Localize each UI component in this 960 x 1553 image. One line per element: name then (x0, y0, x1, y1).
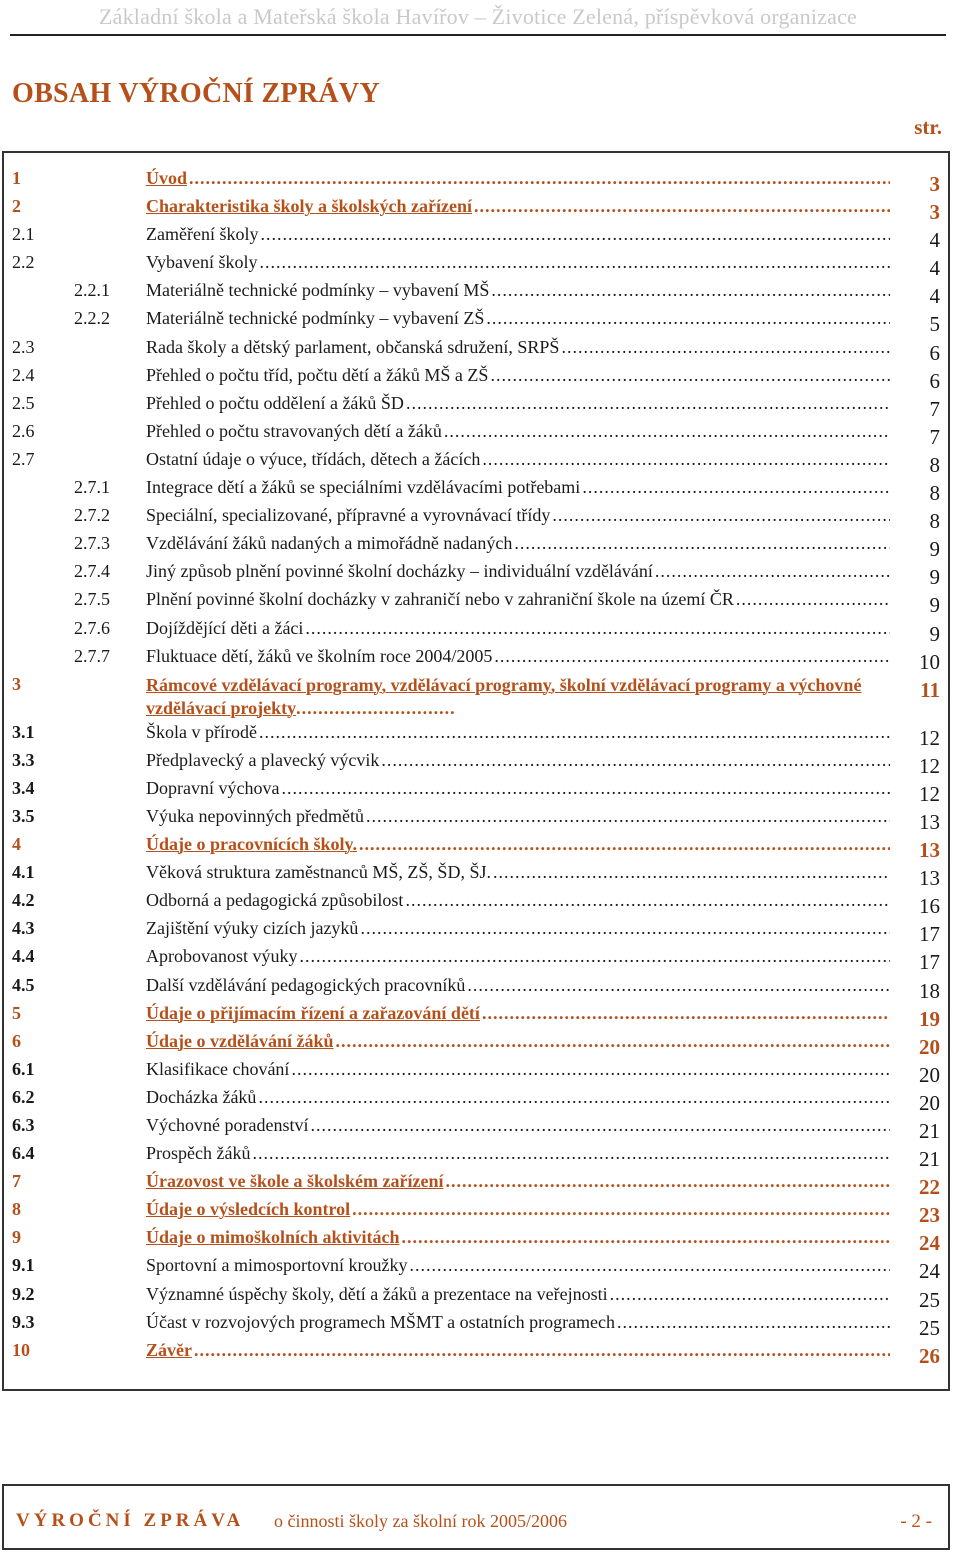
toc-entry[interactable] (2, 999, 950, 1031)
toc-entry-title (146, 280, 890, 301)
toc-entry-title-text: Odborná a pedagogická způsobilost (146, 890, 404, 911)
toc-entry[interactable] (2, 1139, 950, 1172)
leader-dots (482, 449, 890, 470)
toc-entry[interactable] (2, 1111, 950, 1143)
toc-entry-title-text: Vzdělávání žáků nadaných a mimořádně nadaných (146, 533, 513, 554)
toc-entry-title (146, 918, 890, 939)
toc-entry-number: 2.2.2 (74, 308, 110, 329)
toc-entry-number: 2 (12, 196, 21, 217)
toc-entry[interactable] (2, 1083, 950, 1115)
toc-entry-number: 9.1 (12, 1255, 35, 1276)
toc-entry-page: 10 (919, 649, 940, 674)
toc-entry[interactable] (2, 886, 950, 919)
toc-entry-title-text: Charakteristika školy a školských zařízení (146, 196, 473, 217)
toc-entry-title-text: Přehled o počtu oddělení a žáků ŠD (146, 392, 404, 413)
toc-entry[interactable] (2, 1308, 950, 1340)
leader-dots (561, 337, 890, 358)
toc-entry[interactable] (2, 1027, 950, 1059)
toc-entry-title (146, 834, 890, 855)
toc-entry-title (146, 505, 890, 526)
toc-entry-number: 2.5 (12, 392, 35, 413)
toc-entry-title-text: Fluktuace dětí, žáků ve školním roce 2004/2005 (146, 645, 493, 666)
leader-dots (336, 1031, 890, 1052)
toc-entry[interactable] (2, 333, 950, 365)
toc-entry-title (146, 1227, 890, 1248)
toc-entry-title (146, 1115, 890, 1136)
toc-entry-page: 21 (919, 1147, 940, 1172)
toc-entry-title-text: Docházka žáků (146, 1086, 257, 1107)
toc-entry[interactable] (2, 746, 950, 778)
toc-entry-number: 2.2 (12, 252, 35, 273)
toc-entry-title (146, 946, 890, 967)
leader-dots (493, 862, 890, 883)
toc-entry[interactable] (2, 1280, 950, 1312)
toc-entry-title-text: Významné úspěchy školy, dětí a žáků a prezentace na veřejnosti (146, 1283, 608, 1304)
toc-entry-title (146, 449, 890, 470)
toc-entry-number: 2.7.6 (74, 617, 110, 638)
toc-entry-title (146, 477, 890, 498)
toc-entry-title-text: Údaje o přijímacím řízení a zařazování dětí (146, 1002, 480, 1023)
toc-entry-number: 2.7.7 (74, 645, 110, 666)
toc-entry-title (146, 1087, 890, 1108)
toc-entry-page: 16 (919, 894, 940, 919)
leader-dots (260, 252, 891, 273)
toc-entry-title-text: Úvod (146, 168, 188, 188)
toc-entry-number: 6 (12, 1030, 21, 1051)
leader-dots (310, 1115, 890, 1136)
toc-entry-title (146, 1284, 890, 1305)
toc-entry-title (146, 1031, 890, 1052)
leader-dots (444, 421, 890, 442)
toc-entry-number: 10 (12, 1339, 30, 1360)
leader-dots (260, 224, 890, 245)
toc-entry-page: 17 (919, 922, 940, 947)
leader-dots (467, 975, 890, 996)
toc-entry-title-text: Výchovné poradenství (146, 1115, 309, 1135)
leader-dots (366, 806, 890, 827)
toc-entry-page: 3 (929, 172, 940, 196)
toc-entry-page: 12 (919, 725, 940, 750)
toc-entry-title-text: Zajištění výuky cizích jazyků (146, 918, 359, 939)
toc-entry-title (146, 1003, 890, 1024)
toc-entry-page: 12 (919, 753, 940, 778)
toc-entry-number: 2.6 (12, 420, 35, 441)
toc-entry-page: 5 (929, 312, 940, 337)
toc-entry-page: 7 (929, 424, 940, 449)
toc-entry-page: 25 (919, 1315, 940, 1340)
toc-entry-title (146, 308, 890, 329)
toc-entry[interactable] (2, 248, 950, 281)
toc-entry-title-text: Škola v přírodě (146, 721, 257, 742)
leader-dots (736, 589, 890, 610)
toc-entry[interactable] (2, 501, 950, 534)
toc-entry-number: 8 (12, 1199, 21, 1220)
toc-entry-number: 5 (12, 1002, 21, 1023)
toc-entry-number: 2.7.5 (74, 589, 110, 610)
toc-entry-page: 17 (919, 950, 940, 975)
toc-entry-title (146, 722, 890, 743)
toc-entry-page: 4 (929, 228, 940, 253)
toc-entry[interactable] (2, 971, 950, 1003)
toc-entry-title (146, 561, 890, 582)
toc-entry[interactable] (2, 192, 950, 225)
toc-entry[interactable] (2, 1195, 950, 1228)
toc-entry-page: 24 (919, 1231, 940, 1256)
toc-entry-number: 6.3 (12, 1115, 35, 1135)
toc-entry[interactable] (2, 858, 950, 891)
toc-entry-page: 19 (919, 1006, 940, 1031)
toc-entry-title (146, 890, 890, 911)
page-title: OBSAH VÝROČNÍ ZPRÁVY (12, 78, 380, 109)
toc-entry-title (146, 646, 890, 667)
toc-entry-page: 22 (919, 1175, 940, 1200)
leader-dots (258, 1087, 890, 1108)
toc-entry-page: 3 (929, 200, 940, 225)
toc-entry-number: 3.3 (12, 749, 35, 770)
toc-entry-page: 20 (919, 1034, 940, 1059)
toc-entry-title-text: Klasifikace chování (146, 1058, 290, 1079)
footer-label: VÝROČNÍ ZPRÁVA (16, 1510, 245, 1531)
toc-entry-page: 6 (929, 340, 940, 365)
leader-dots (352, 1199, 890, 1220)
toc-entry-title (146, 1143, 890, 1164)
toc-entry[interactable] (2, 557, 950, 590)
leader-dots (300, 946, 891, 967)
leader-dots (381, 750, 890, 771)
leader-dots (486, 308, 890, 329)
leader-dots (514, 533, 890, 554)
toc-entry[interactable] (2, 473, 950, 506)
toc-entry[interactable] (2, 718, 950, 750)
leader-dots (406, 393, 890, 414)
toc-entry-number: 3.4 (12, 777, 35, 798)
leader-dots (409, 1255, 890, 1276)
toc-entry-page: 13 (919, 866, 940, 891)
toc-entry-title-text: Údaje o výsledcích kontrol (146, 1199, 351, 1220)
toc-entry-title-text: Zaměření školy (146, 224, 259, 245)
toc-entry-number: 9.3 (12, 1311, 35, 1332)
toc-entry[interactable] (2, 614, 950, 646)
toc-entry-number: 4.5 (12, 974, 35, 995)
toc-entry[interactable] (2, 417, 950, 449)
toc-entry-title (146, 196, 890, 217)
toc-entry-title (146, 421, 890, 442)
toc-entry-title-text: Další vzdělávání pedagogických pracovníků (146, 974, 466, 995)
toc-entry-title (146, 975, 890, 996)
toc-entry-page: 9 (929, 537, 940, 562)
leader-dots (291, 1059, 890, 1080)
toc-entry-title (146, 1312, 890, 1333)
toc-entry-title-text: Vybavení školy (146, 252, 258, 273)
leader-dots (259, 722, 890, 743)
toc-entry-page: 6 (929, 368, 940, 393)
toc-entry-title-text: Sportovní a mimosportovní kroužky (146, 1255, 408, 1276)
leader-dots (490, 365, 890, 386)
toc-entry-title-text: Dojíždějící děti a žáci (146, 617, 304, 638)
toc-entry-page: 20 (919, 1062, 940, 1087)
toc-entry-title-text: Úrazovost ve škole a školském zařízení (146, 1171, 444, 1192)
toc-entry-title-text: Dopravní výchova (146, 777, 280, 798)
toc-entry-number: 7 (12, 1171, 21, 1192)
toc-entry-title-text: Rámcové vzdělávací programy, vzdělávací programy, školní vzdělávací programy a výchovné vzdělávací projekty (146, 674, 862, 718)
leader-dots (582, 477, 890, 498)
leader-dots (655, 561, 890, 582)
toc-entry-page: 13 (919, 838, 940, 863)
leader-dots (281, 778, 890, 799)
toc-entry-number: 1 (12, 168, 21, 188)
toc-entry-page: 26 (919, 1343, 940, 1368)
toc-entry[interactable] (2, 389, 950, 421)
toc-entry[interactable] (2, 361, 950, 393)
toc-entry-page: 4 (929, 256, 940, 281)
leader-dots (494, 646, 890, 667)
toc-entry-title-text: Údaje o vzdělávání žáků (146, 1030, 334, 1051)
toc-entry-page: 8 (929, 452, 940, 477)
toc-entry-title-text: Materiálně technické podmínky – vybavení ZŠ (146, 308, 485, 329)
toc-entry-title (146, 224, 890, 245)
toc-entry-title-text: Přehled o počtu stravovaných dětí a žáků (146, 420, 442, 441)
toc-entry-title (146, 337, 890, 358)
toc-entry-title-text: Věková struktura zaměstnanců MŠ, ZŠ, ŠD, ŠJ. (146, 862, 491, 883)
toc-entry-page: 9 (929, 621, 940, 646)
toc-entry-page: 8 (929, 481, 940, 506)
toc-entry-title-text: Výuka nepovinných předmětů (146, 805, 364, 826)
leader-dots (194, 1340, 890, 1361)
leader-dots (402, 1227, 890, 1248)
toc-entry-title (146, 252, 890, 273)
toc-entry-number: 2.7.2 (74, 505, 110, 526)
toc-entry-number: 6.1 (12, 1058, 35, 1079)
page-column-label: str. (914, 115, 942, 139)
toc-entry-title (146, 750, 890, 771)
toc-entry[interactable] (2, 670, 950, 718)
toc-entry-number: 2.7.4 (74, 561, 110, 582)
toc-entry-title (146, 618, 890, 639)
toc-entry-number: 9.2 (12, 1283, 35, 1304)
toc-entry-number: 4.4 (12, 946, 35, 967)
footer-subtitle: o činnosti školy za školní rok 2005/2006 (274, 1511, 567, 1531)
toc-entry-title-text: Plnění povinné školní docházky v zahraničí nebo v zahraniční škole na území ČR (146, 589, 734, 610)
leader-dots (482, 1003, 890, 1024)
toc-entry-number: 9 (12, 1227, 21, 1248)
toc-entry-page: 25 (919, 1287, 940, 1312)
toc-entry-title (146, 778, 890, 799)
leader-dots (474, 196, 890, 217)
toc-entry-number: 4.1 (12, 862, 35, 883)
toc-entry[interactable] (2, 1055, 950, 1087)
toc-entry-page: 23 (919, 1203, 940, 1228)
toc-entry-title-text: Předplavecký a plavecký výcvik (146, 749, 380, 770)
toc-entry-title-text: Závěr (146, 1339, 192, 1360)
toc-entry-title-text: Přehled o počtu tříd, počtu dětí a žáků MŠ a ZŠ (146, 364, 489, 385)
toc-entry[interactable] (2, 529, 950, 562)
leader-dots (405, 890, 890, 911)
toc-entry-number: 4.2 (12, 890, 35, 911)
toc-entry-number: 2.7.1 (74, 477, 110, 498)
toc-entry-page: 20 (919, 1090, 940, 1115)
toc-entry-title-text: Prospěch žáků (146, 1143, 251, 1164)
table-of-contents (2, 164, 950, 1368)
toc-entry-title (146, 1171, 890, 1192)
toc-entry-title (146, 168, 890, 189)
toc-entry[interactable] (2, 1167, 950, 1200)
toc-entry[interactable] (2, 642, 950, 674)
footer (2, 1484, 950, 1550)
leader-dots (491, 280, 890, 301)
toc-entry-number: 2.3 (12, 336, 35, 357)
toc-entry-page: 18 (919, 978, 940, 1003)
toc-entry-title (146, 1059, 890, 1080)
toc-entry-title-text: Materiálně technické podmínky – vybavení MŠ (146, 280, 490, 301)
toc-entry-page: 21 (919, 1119, 940, 1143)
toc-entry[interactable] (2, 830, 950, 863)
toc-entry-number: 3 (12, 673, 21, 694)
leader-dots (360, 918, 890, 939)
toc-entry-number: 3.5 (12, 805, 35, 826)
leader-dots (359, 834, 890, 855)
toc-entry-title (146, 1340, 890, 1361)
toc-entry-title-text: Údaje o pracovnících školy. (146, 834, 358, 855)
toc-entry-page: 24 (919, 1259, 940, 1284)
toc-entry-title: Rámcové vzdělávací programy, vzdělávací programy, školní vzdělávací programy a výchovné vzdělávací projekty............................. (146, 674, 862, 718)
toc-entry-title-text: Speciální, specializované, přípravné a vyrovnávací třídy (146, 505, 551, 526)
toc-entry[interactable] (2, 445, 950, 477)
toc-entry-page: 11 (920, 677, 940, 702)
toc-entry-page: 13 (919, 809, 940, 834)
leader-dots (552, 505, 890, 526)
toc-entry[interactable] (2, 1336, 950, 1368)
leader-dots (189, 168, 890, 189)
toc-entry[interactable] (2, 1251, 950, 1284)
toc-entry[interactable] (2, 914, 950, 947)
leader-dots (445, 1171, 890, 1192)
toc-entry-number: 2.7.3 (74, 533, 110, 554)
toc-entry-number: 4 (12, 834, 21, 855)
toc-entry[interactable] (2, 942, 950, 975)
toc-entry-title (146, 806, 890, 827)
toc-entry-title (146, 862, 890, 883)
leader-dots (610, 1284, 890, 1305)
toc-entry-title-text: Údaje o mimoškolních aktivitách (146, 1227, 400, 1248)
toc-entry-title-text: Rada školy a dětský parlament, občanská sdružení, SRPŠ (146, 336, 560, 357)
toc-entry-page: 7 (929, 396, 940, 421)
toc-entry-page: 9 (929, 593, 940, 618)
toc-entry-title-text: Integrace dětí a žáků se speciálními vzdělávacími potřebami (146, 477, 581, 498)
toc-entry-page: 12 (919, 781, 940, 806)
toc-entry-title (146, 393, 890, 414)
toc-entry[interactable] (2, 220, 950, 253)
toc-entry-number: 2.4 (12, 364, 35, 385)
footer-page-number: - 2 - (900, 1511, 932, 1532)
leader-dots (252, 1143, 890, 1164)
toc-entry-title-text: Účast v rozvojových programech MŠMT a ostatních programech (146, 1311, 616, 1332)
toc-entry[interactable] (2, 774, 950, 806)
toc-entry[interactable] (2, 304, 950, 337)
toc-entry-number: 3.1 (12, 721, 35, 742)
toc-entry-page: 4 (929, 284, 940, 309)
toc-entry-title-text: Ostatní údaje o výuce, třídách, dětech a žácích (146, 448, 481, 469)
toc-entry-number: 2.2.1 (74, 280, 110, 301)
toc-entry[interactable] (2, 164, 950, 196)
toc-entry-title-text: Aprobovanost výuky (146, 946, 298, 967)
toc-entry[interactable] (2, 585, 950, 618)
toc-entry-number: 6.2 (12, 1086, 35, 1107)
toc-entry-number: 4.3 (12, 918, 35, 939)
leader-dots (305, 618, 890, 639)
leader-dots (617, 1312, 890, 1333)
toc-entry-title (146, 589, 890, 610)
toc-entry-number: 6.4 (12, 1143, 35, 1164)
toc-entry-title (146, 1199, 890, 1220)
toc-entry-page: 9 (929, 565, 940, 590)
toc-entry-number: 2.1 (12, 224, 35, 245)
toc-entry[interactable] (2, 802, 950, 834)
toc-entry-title (146, 533, 890, 554)
toc-entry-page: 8 (929, 509, 940, 534)
toc-entry-title (146, 365, 890, 386)
toc-entry-title (146, 1255, 890, 1276)
toc-entry-number: 2.7 (12, 448, 35, 469)
toc-entry[interactable] (2, 276, 950, 309)
running-header: Základní škola a Mateřská škola Havířov – Životice Zelená, příspěvková organizace (10, 0, 946, 36)
toc-entry-title-text: Jiný způsob plnění povinné školní docházky – individuální vzdělávání (146, 561, 653, 582)
toc-entry[interactable] (2, 1223, 950, 1256)
